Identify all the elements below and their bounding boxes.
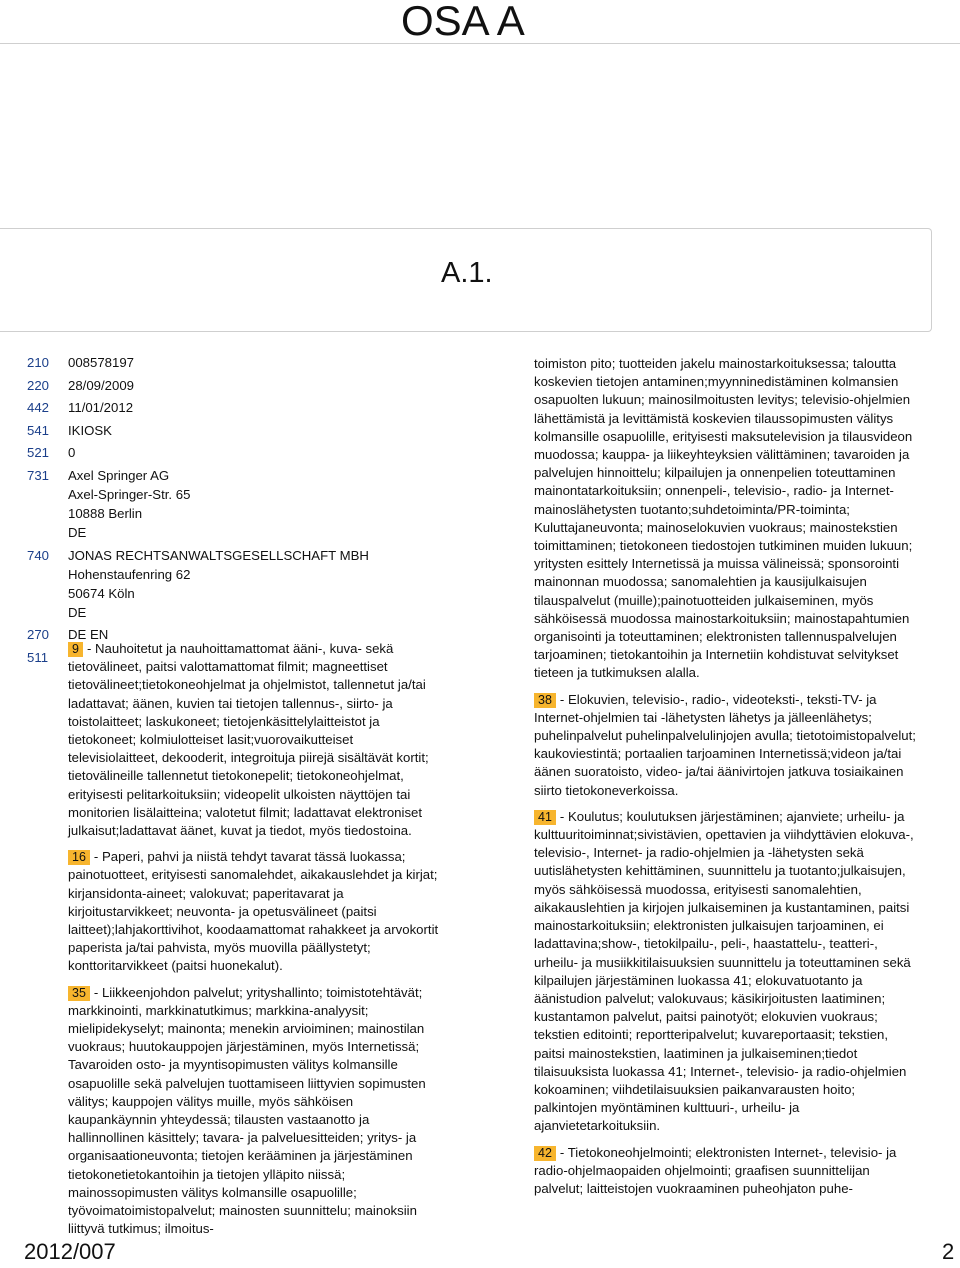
section-title: A.1. bbox=[441, 257, 493, 289]
class-35 bbox=[68, 984, 443, 1239]
field-value: JONAS RECHTSANWALTSGESELLSCHAFT MBH bbox=[68, 547, 369, 563]
class-description: - Liikkeenjohdon palvelut; yrityshallinto; toimistotehtävät; markkinointi, markkinatutkimus; markkina-analyysit; mielipidekyselyt; mainonta; menekin arvioiminen; mainostilan vuokraus; huutokauppojen järjestäminen, myös Internetissä; Tavaroiden osto- ja myyntisopimusten välitys kolmansille osapuolille sekä palvelujen tuottamiseen liittyvien sopimusten välitys; kauppojen välitys muille, myös sähköisen kaupankäynnin yhteydessä; tilausten vastaanotto ja hallinnollinen käsittely; tavara- ja palveluesitteiden; yritys- ja organisaationeuvonta; tietojen kerääminen ja järjestäminen tietokonetietokantoihin ja tietojen ylläpito niissä; mainossopimusten välitys kolmansille osapuolille; työvoimatoimistopalvelut; mainosten suunnittelu; mainoksiin liittyvä tutkimus; ilmoitus- bbox=[68, 984, 426, 1237]
field-code: 220 bbox=[27, 377, 50, 393]
class-number-badge: 9 bbox=[68, 642, 83, 657]
class-description: - Nauhoitetut ja nauhoittamattomat ääni-, kuva- sekä tietovälineet, paitsi valottamattomat filmit; magneettiset tietovälineet;tietokoneohjelmat ja ohjelmistot, tallennetut ja/tai ladattavat; äänen, kuvien tai tietojen tallennus-, siirto- ja toistolaitteet; laskukoneet; tietojenkäsittelylaitteistot ja tietokoneet; kolmiulotteiset lasit;vuorovaikutteiset televisiolaitteet, dekooderit, integroituja piirejä sisältävät kortit; tietovälineille tallennetut tietokonepelit; tietokoneohjelmat, erityisesti pelitarkoituksiin; videopelit ulkoisten näyttöjen tai monitorien lisälaitteina; valotetut filmit; ladattavat elektroniset julkaisut;ladattavat äänet, kuvat ja tiedot, myös tiedostoina. bbox=[68, 641, 429, 839]
field-row-541 bbox=[0, 421, 460, 440]
field-value: DE bbox=[68, 524, 87, 540]
class-description: - Elokuvien, televisio-, radio-, videoteksti-, teksti-TV- ja Internet-ohjelmien tai -lähetysten lähetys ja jälleenlähetys; puhelinpalvelut puhelinpalvelulinjojen avulla; tietotoimistopalvelut; kaukoviestintä; portaalien tarjoaminen Internetissä;videon ja/tai äänen suoratoisto, video- ja/tai äänivirtojen jatkuva tosiaikainen siirto tietokoneverkoissa. bbox=[534, 691, 916, 798]
field-code: 270 bbox=[27, 627, 50, 643]
field-value: Axel-Springer-Str. 65 bbox=[68, 486, 191, 502]
part-title: OSA A bbox=[401, 0, 525, 44]
field-value: DE bbox=[68, 604, 87, 620]
field-value: 008578197 bbox=[68, 355, 135, 370]
class-number-badge: 38 bbox=[534, 693, 556, 708]
field-code: 541 bbox=[27, 422, 50, 438]
class-number-badge: 16 bbox=[68, 850, 90, 865]
class-continuation bbox=[534, 355, 919, 683]
field-code: 210 bbox=[27, 355, 50, 370]
class-number-badge: 42 bbox=[534, 1146, 556, 1161]
field-value: 50674 Köln bbox=[68, 585, 135, 601]
field-value: Hohenstaufenring 62 bbox=[68, 566, 191, 582]
field-row-521 bbox=[0, 443, 460, 462]
class-16 bbox=[68, 848, 443, 975]
field-value: 10888 Berlin bbox=[68, 505, 143, 521]
goods-services-right-column bbox=[534, 355, 919, 1206]
footer-page-number: 2 bbox=[942, 1239, 955, 1264]
class-9 bbox=[68, 640, 443, 840]
class-number-badge: 41 bbox=[534, 810, 556, 825]
field-code: 740 bbox=[27, 547, 50, 563]
goods-services-left-column bbox=[68, 640, 443, 1247]
class-number-badge: 35 bbox=[68, 986, 90, 1001]
field-row-740 bbox=[0, 546, 460, 622]
field-row-220 bbox=[0, 376, 460, 395]
class-41 bbox=[534, 808, 919, 1136]
field-value: 28/09/2009 bbox=[68, 377, 135, 393]
registration-fields bbox=[0, 353, 460, 667]
field-value: DE EN bbox=[68, 627, 109, 643]
field-code: 521 bbox=[27, 445, 50, 461]
class-description: - Paperi, pahvi ja niistä tehdyt tavarat tässä luokassa; painotuotteet, erityisesti sanomalehdet, aikakauslehdet ja kirjat; kirjansidonta-aineet; valokuvat; paperitavarat ja kirjoitustarvikkeet; neuvonta- ja opetusvälineet (paitsi laitteet);lahjakorttivihot, koodaamattomat rahakkeet ja arvokortit paperista ja/tai pahvista, myös muovilla päällystetyt; konttoritarvikkeet (paitsi huonekalut). bbox=[68, 849, 439, 974]
field-code: 511 bbox=[27, 649, 49, 665]
field-row-210 bbox=[0, 353, 460, 372]
field-value: 0 bbox=[68, 445, 76, 461]
field-value: IKIOSK bbox=[68, 422, 112, 438]
field-row-731 bbox=[0, 466, 460, 542]
class-38 bbox=[534, 691, 919, 800]
class-description: toimiston pito; tuotteiden jakelu mainostarkoituksessa; taloutta koskevien tietojen antaminen;myynninedistäminen kolmansien osapuolten lukuun; mainosilmoitusten levitys; televisio-ohjelmien lähettämistä ja levittämistä koskevien tilaussopimusten välitys kolmansille osapuolille, erityisesti maksutelevision ja tilausvideon muodossa; kauppa- ja liikeyhteyksien välittäminen; tavaroiden ja palvelujen hinnoittelu; kilpailujen ja onnenpelien toteuttaminen mainontatarkoituksiin; onnenpeli-, televisio-, radio- ja Internet-mainoslähetysten tuotanto;suhdetoiminta/PR-toiminta; Kuluttajaneuvonta; mainoselokuvien vuokraus; mainostekstien toimittaminen; tietokoneen tiedostojen tutkiminen muiden lukuun; yritysten esittely Internetissä ja muissa välineissä; sponsorointi mainonnan muodossa; sanomalehtien ja kausijulkaisujen tilauspalvelut (muille);painotuotteiden julkaiseminen, myös sähköisessä muodossa mainostarkoituksiin; mainostapahtumien organisointi ja toteuttaminen; elektronisten tallennuspalvelujen tarjoaminen; tietokantoihin ja Internetiin kohdistuvat selvitykset tieteen ja tutkimuksen alalla. bbox=[534, 356, 913, 681]
field-row-442 bbox=[0, 398, 460, 417]
field-value: Axel Springer AG bbox=[68, 467, 170, 483]
footer-issue: 2012/007 bbox=[24, 1239, 116, 1264]
class-description: - Koulutus; koulutuksen järjestäminen; ajanviete; urheilu- ja kulttuuritoiminnat;sivistävien, opettavien ja viihdyttävien elokuva-, televisio-, Internet- ja radio-ohjelmien ja -lähetysten sekä uutislähetysten kehittäminen, suunnittelu ja tuotanto;julkaisujen, myös sähköisessä muodossa, erityisesti sanomalehtien, aikakauslehtien ja kirjojen julkaiseminen ja kustantaminen, paitsi mainostarkoituksiin; elektronisten julkaisujen tarjoaminen, ei ladattavina;show-, tietokilpailu-, peli-, haastattelu-, teatteri-, urheilu- ja musiikkitilaisuuksien suunnittelu ja toteuttaminen sekä kilpailujen järjestäminen luokassa 41; elokuvatuotanto ja äänistudion palvelut; valokuvaus; käsikirjoitusten laatiminen; kustantamon palvelut, paitsi painotyöt; elokuvien vuokraus; tekstien editointi; reportteripalvelut; kuvareportaasit; tekstien, paitsi mainostekstien, laatiminen ja julkaiseminen;tiedot tilaisuuksista luokassa 41; Internet-, televisio- ja radio-ohjelmien kokoaminen; viihdetilaisuuksien paikanvarausten hoito; palkintojen myöntäminen kulttuuri-, urheilu- ja ajanvietetarkoituksiin. bbox=[534, 808, 914, 1134]
field-value: 11/01/2012 bbox=[68, 400, 134, 416]
class-description: - Tietokoneohjelmointi; elektronisten Internet-, televisio- ja radio-ohjelmaopaiden ohjelmointi; graafisen suunnittelijan palvelut; laitteistojen vuokraaminen puheohjaton puhe- bbox=[534, 1144, 897, 1196]
field-code: 442 bbox=[27, 400, 50, 416]
field-code: 731 bbox=[27, 467, 50, 483]
class-42 bbox=[534, 1144, 919, 1199]
